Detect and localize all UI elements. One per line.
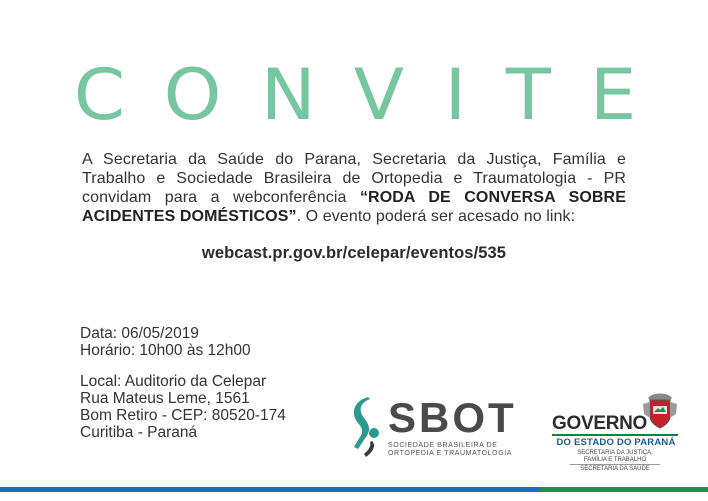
secretaria-justica-text [550,450,680,463]
event-date: Data: 06/05/2019 [80,325,199,342]
schedule-block [80,325,251,359]
intro-text-after: . O evento poderá ser acesado no link: [296,208,576,225]
title-letter: E [589,54,637,136]
secretaria-saude-text: SECRETARIA DA SAÚDE [570,464,660,472]
title-letter: T [505,54,551,136]
location-block [80,373,286,441]
title-letter: I [444,54,466,136]
bottom-bar-blue [0,487,540,492]
location-place: Local: Auditorio da Celepar [80,373,267,390]
estado-parana-text: DO ESTADO DO PARANÁ [556,437,676,448]
location-city: Curitiba - Paraná [80,424,198,441]
intro-text-before: A Secretaria da Saúde do Parana, Secretaria da Justiça, Família e Trabalho e Sociedade Brasileira de Ortopedia e Traumatologia - PR convidam para a webconferência [82,151,626,206]
event-name: “RODA DE CONVERSA SOBRE ACIDENTES DOMÉSTICOS” [82,189,626,225]
sbot-wordmark [388,395,517,441]
sbot-word: SBOT [388,394,517,441]
governo-divider [552,434,678,436]
bottom-color-bar [0,487,708,492]
bottom-bar-green [540,487,708,492]
sbot-subtitle-line1: SOCIEDADE BRASILEIRA DE [388,442,498,449]
sbot-subtitle [388,442,512,458]
governo-word: GOVERNO [552,413,648,434]
secretaria-justica-line1: SECRETARIA DA JUSTIÇA, [577,450,653,456]
webcast-link[interactable]: webcast.pr.gov.br/celepar/eventos/535 [201,244,507,262]
title-letter: V [354,54,405,136]
location-street: Rua Mateus Leme, 1561 [80,390,250,407]
convite-title [73,54,637,136]
title-letter: N [260,54,316,136]
sbot-subtitle-line2: ORTOPEDIA E TRAUMATOLOGIA [388,450,513,457]
event-time: Horário: 10h00 às 12h00 [80,342,251,359]
secretaria-justica-line2: FAMÍLIA E TRABALHO [583,456,647,463]
invitation-text [82,150,626,226]
title-letter: C [73,54,126,136]
sbot-logo [348,393,518,463]
title-letter: O [163,54,222,136]
location-district: Bom Retiro - CEP: 80520-174 [80,407,286,424]
governo-parana-logo [550,388,680,478]
sbot-symbol-icon [348,395,384,459]
